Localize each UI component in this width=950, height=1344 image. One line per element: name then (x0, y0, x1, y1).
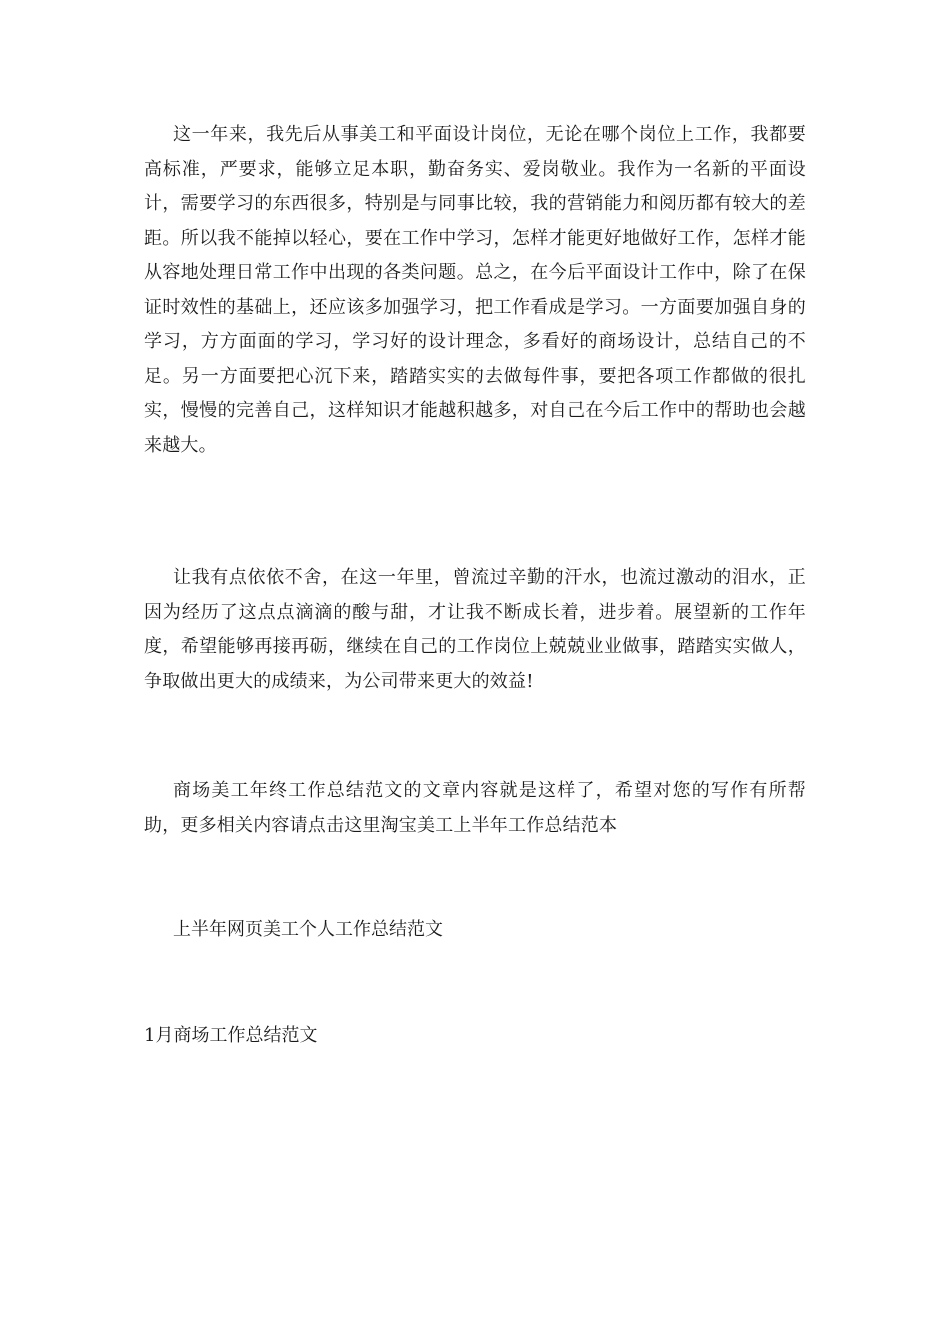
body-paragraph-2: 让我有点依依不舍，在这一年里，曾流过辛勤的汗水，也流过激动的泪水，正因为经历了这点点滴滴的酸与甜，才让我不断成长着，进步着。展望新的工作年度，希望能够再接再砺，继续在自己的工作岗位上兢兢业业做事，踏踏实实做人，争取做出更大的成绩来，为公司带来更大的效益! (144, 567, 806, 692)
closing-paragraph: 商场美工年终工作总结范文的文章内容就是这样了，希望对您的写作有所帮助，更多相关内容请点击这里淘宝美工上半年工作总结范本 (144, 780, 806, 836)
related-article-item[interactable]: 1月商场工作总结范文 (144, 1025, 318, 1046)
related-article-link[interactable]: 上半年网页美工个人工作总结范文 (173, 919, 443, 940)
body-paragraph-1: 这一年来，我先后从事美工和平面设计岗位，无论在哪个岗位上工作，我都要高标准，严要求，能够立足本职，勤奋务实、爱岗敬业。我作为一名新的平面设计，需要学习的东西很多，特别是与同事比较，我的营销能力和阅历都有较大的差距。所以我不能掉以轻心，要在工作中学习，怎样才能更好地做好工作，怎样才能从容地处理日常工作中出现的各类问题。总之，在今后平面设计工作中，除了在保证时效性的基础上，还应该多加强学习，把工作看成是学习。一方面要加强自身的学习，方方面面的学习，学习好的设计理念，多看好的商场设计，总结自己的不足。另一方面要把心沉下来，踏踏实实的去做每件事，要把各项工作都做的很扎实，慢慢的完善自己，这样知识才能越积越多，对自己在今后工作中的帮助也会越来越大。 (144, 124, 806, 456)
